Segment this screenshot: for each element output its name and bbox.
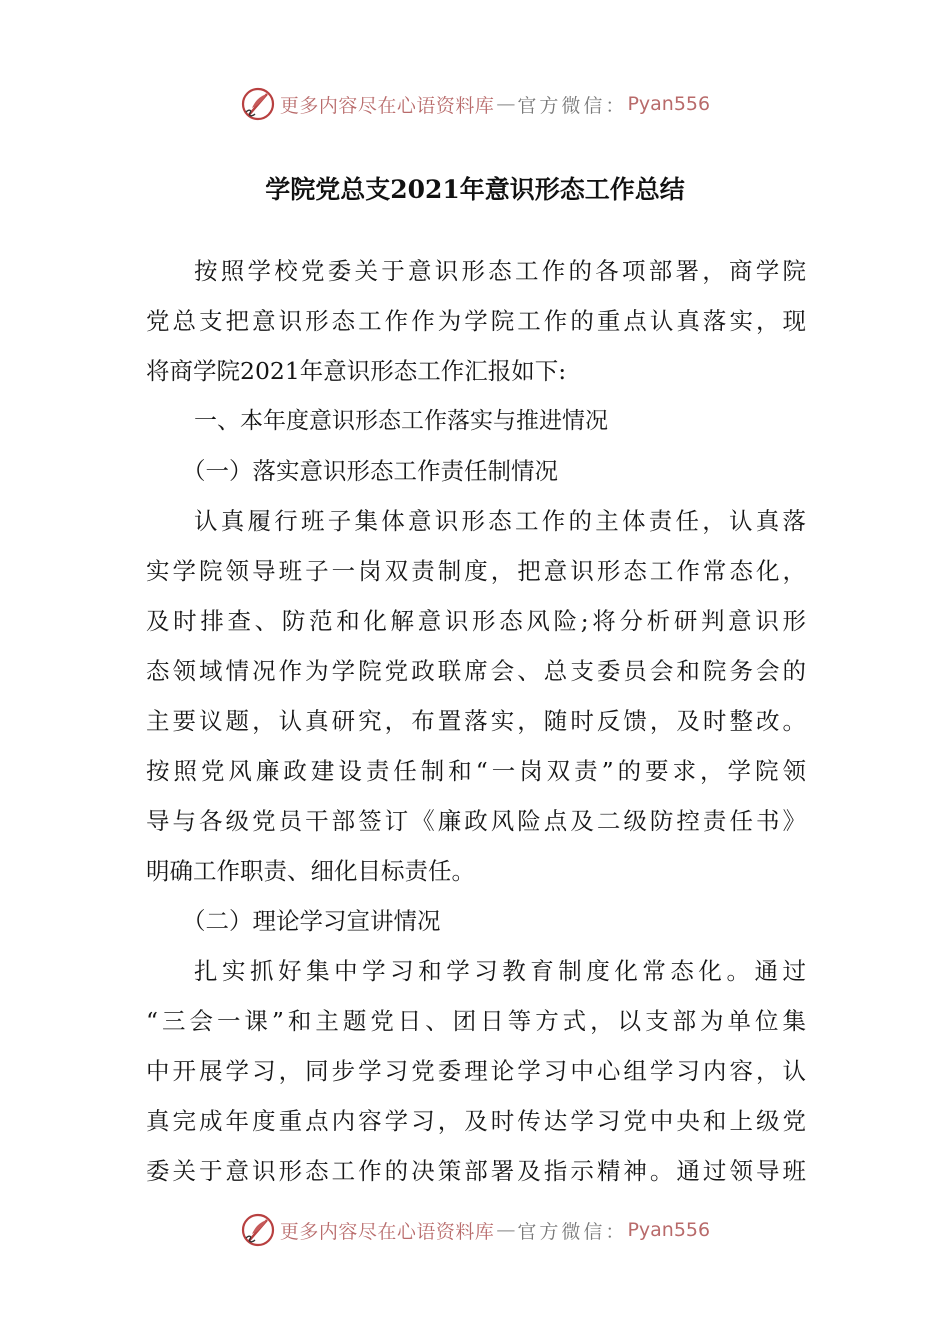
watermark-footer [0, 1208, 950, 1252]
quill-pen-icon [240, 1212, 276, 1248]
paragraph-line: 扎实抓好集中学习和学习教育制度化常态化。通过 [194, 957, 806, 985]
paragraph-line: 导与各级党员干部签订《廉政风险点及二级防控责任书》 [146, 807, 806, 835]
paragraph-line: 按照党风廉政建设责任制和“一岗双责”的要求，学院领 [146, 757, 806, 785]
watermark-text: 更多内容尽在心语资料库 [279, 94, 495, 117]
paragraph-line: 及时排查、防范和化解意识形态风险;将分析研判意识形 [146, 607, 806, 635]
paragraph-line: 实学院领导班子一岗双责制度，把意识形态工作常态化， [146, 557, 806, 585]
paragraph-line: 真完成年度重点内容学习，及时传达学习党中央和上级党 [146, 1107, 806, 1135]
subsection-heading: （二）理论学习宣讲情况 [182, 907, 441, 935]
document-body [146, 246, 806, 1196]
paragraph-line: 将商学院2021年意识形态工作汇报如下: [146, 357, 567, 385]
paragraph-line: 党总支把意识形态工作作为学院工作的重点认真落实，现 [146, 307, 806, 335]
paragraph-line: 按照学校党委关于意识形态工作的各项部署，商学院 [194, 257, 806, 285]
watermark-dash: — [496, 93, 516, 115]
quill-pen-icon [240, 86, 276, 122]
paragraph-line: 态领域情况作为学院党政联席会、总支委员会和院务会的 [146, 657, 806, 685]
paragraph-line: 主要议题，认真研究，布置落实，随时反馈，及时整改。 [146, 707, 806, 735]
watermark-official-label: 官方微信： [517, 1220, 628, 1243]
watermark-wechat-id: Pyan556 [627, 1219, 711, 1241]
paragraph-line: 明确工作职责、细化目标责任。 [146, 857, 475, 885]
paragraph-line: 认真履行班子集体意识形态工作的主体责任，认真落 [194, 507, 806, 535]
watermark-text: 更多内容尽在心语资料库 [279, 1220, 495, 1243]
document-title: 学院党总支2021年意识形态工作总结 [265, 175, 685, 204]
paragraph-line: “三会一课”和主题党日、团日等方式，以支部为单位集 [146, 1007, 806, 1035]
subsection-heading: （一）落实意识形态工作责任制情况 [182, 457, 558, 485]
watermark-wechat-id: Pyan556 [627, 93, 711, 115]
watermark-official-label: 官方微信： [517, 94, 628, 117]
watermark-header [0, 82, 950, 126]
paragraph-line: 委关于意识形态工作的决策部署及指示精神。通过领导班 [146, 1157, 806, 1185]
section-heading: 一、本年度意识形态工作落实与推进情况 [194, 408, 608, 434]
paragraph-line: 中开展学习，同步学习党委理论学习中心组学习内容，认 [146, 1057, 806, 1085]
watermark-dash: — [496, 1219, 516, 1241]
